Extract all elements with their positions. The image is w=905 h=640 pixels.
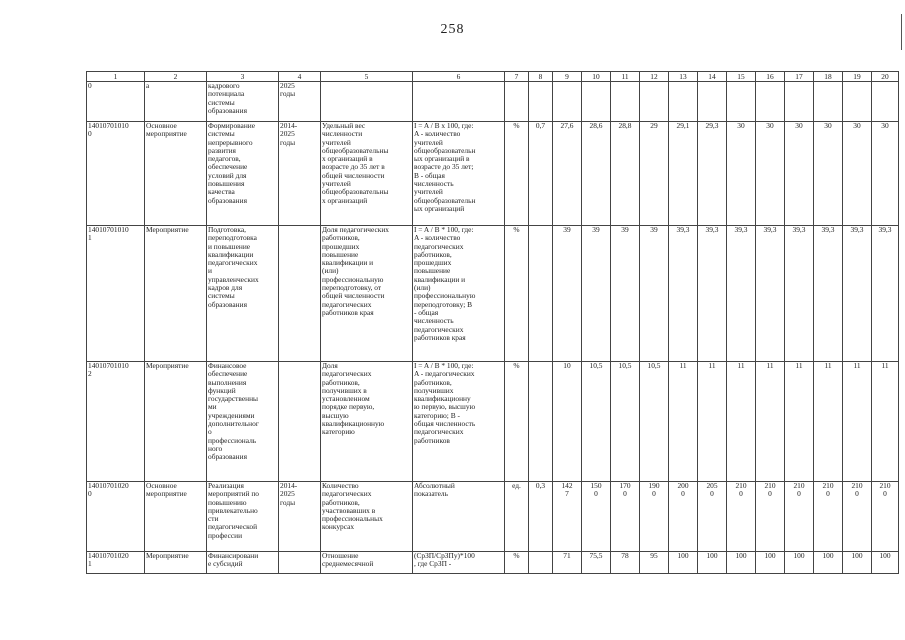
- row-value-cell: 10,5: [582, 362, 611, 482]
- row-code-cell: 0: [87, 82, 145, 122]
- row-value-cell: 39,3: [698, 226, 727, 362]
- row-years-cell: 2025 годы: [279, 82, 321, 122]
- row-value-cell: 29,3: [698, 122, 727, 226]
- row-formula-cell: Абсолютный показатель: [413, 482, 505, 552]
- column-number-header: 8: [529, 72, 553, 82]
- table-row: [87, 482, 899, 552]
- row-value-cell: 39,3: [843, 226, 872, 362]
- row-value-cell: [582, 82, 611, 122]
- row-unit-cell: ед.: [505, 482, 529, 552]
- row-years-cell: [279, 226, 321, 362]
- column-number-header: 1: [87, 72, 145, 82]
- row-value-cell: [553, 82, 582, 122]
- row-value-cell: 11: [814, 362, 843, 482]
- row-type-cell: Основное мероприятие: [145, 482, 207, 552]
- row-indicator-cell: Количество педагогических работников, участвовавших в профессиональных конкурсах: [321, 482, 413, 552]
- row-type-cell: Мероприятие: [145, 552, 207, 574]
- row-value-cell: 39: [611, 226, 640, 362]
- row-value-cell: 30: [872, 122, 899, 226]
- row-value-cell: 210 0: [785, 482, 814, 552]
- row-value-cell: 11: [872, 362, 899, 482]
- row-value-cell: [529, 82, 553, 122]
- row-value-cell: 39,3: [727, 226, 756, 362]
- row-value-cell: [611, 82, 640, 122]
- column-number-header: 15: [727, 72, 756, 82]
- row-name-cell: кадрового потенциала системы образования: [207, 82, 279, 122]
- table-row: [87, 226, 899, 362]
- row-indicator-cell: [321, 82, 413, 122]
- row-name-cell: Реализация мероприятий по повышению привлекательно сти педагогической профессии: [207, 482, 279, 552]
- row-formula-cell: I = A / B х 100, где: A - количество учителей общеобразовательн ых организаций в возрасте до 35 лет; B - общая численность учителей общеобразовательн ых организаций: [413, 122, 505, 226]
- column-number-header: 10: [582, 72, 611, 82]
- row-value-cell: 39,3: [756, 226, 785, 362]
- column-number-header: 2: [145, 72, 207, 82]
- row-value-cell: 30: [814, 122, 843, 226]
- row-formula-cell: [413, 82, 505, 122]
- row-value-cell: [814, 82, 843, 122]
- row-value-cell: 28,8: [611, 122, 640, 226]
- row-value-cell: [785, 82, 814, 122]
- row-value-cell: 28,6: [582, 122, 611, 226]
- column-number-header: 5: [321, 72, 413, 82]
- row-type-cell: Мероприятие: [145, 362, 207, 482]
- row-type-cell: Основное мероприятие: [145, 122, 207, 226]
- row-value-cell: [698, 82, 727, 122]
- row-value-cell: 30: [785, 122, 814, 226]
- row-value-cell: 30: [727, 122, 756, 226]
- table-header-row: [87, 72, 899, 82]
- row-indicator-cell: Доля педагогических работников, получивших в установленном порядке первую, высшую квалификационную категорию: [321, 362, 413, 482]
- row-value-cell: 100: [843, 552, 872, 574]
- row-value-cell: 210 0: [872, 482, 899, 552]
- row-value-cell: [756, 82, 785, 122]
- row-formula-cell: (СрЗП/СрЗПу)*100 , где СрЗП -: [413, 552, 505, 574]
- row-value-cell: [529, 226, 553, 362]
- row-value-cell: 10: [553, 362, 582, 482]
- row-value-cell: 170 0: [611, 482, 640, 552]
- row-value-cell: 39,3: [814, 226, 843, 362]
- row-value-cell: 10,5: [640, 362, 669, 482]
- row-type-cell: Мероприятие: [145, 226, 207, 362]
- row-value-cell: 10,5: [611, 362, 640, 482]
- column-number-header: 17: [785, 72, 814, 82]
- table-row: [87, 122, 899, 226]
- row-unit-cell: %: [505, 122, 529, 226]
- row-value-cell: 11: [698, 362, 727, 482]
- row-value-cell: [640, 82, 669, 122]
- row-unit-cell: %: [505, 226, 529, 362]
- program-indicators-table: [86, 71, 899, 574]
- row-formula-cell: I = A / B * 100, где: A - педагогических работников, получивших квалификационну ю первую, высшую категорию; B - общая численность педагогических работников: [413, 362, 505, 482]
- page-edge-line: [901, 14, 902, 50]
- row-unit-cell: %: [505, 552, 529, 574]
- row-years-cell: [279, 362, 321, 482]
- row-value-cell: 39: [640, 226, 669, 362]
- row-value-cell: 11: [785, 362, 814, 482]
- row-value-cell: 27,6: [553, 122, 582, 226]
- row-value-cell: 210 0: [756, 482, 785, 552]
- row-value-cell: 39,3: [785, 226, 814, 362]
- row-code-cell: 14010701020 1: [87, 552, 145, 574]
- row-value-cell: 210 0: [843, 482, 872, 552]
- row-indicator-cell: Доля педагогических работников, прошедших повышение квалификации и (или) профессиональную переподготовку, от общей численности педагогических работников края: [321, 226, 413, 362]
- row-value-cell: 100: [872, 552, 899, 574]
- row-value-cell: [529, 362, 553, 482]
- row-value-cell: [843, 82, 872, 122]
- row-years-cell: 2014- 2025 годы: [279, 122, 321, 226]
- row-unit-cell: %: [505, 362, 529, 482]
- row-code-cell: 14010701010 0: [87, 122, 145, 226]
- row-indicator-cell: Отношение среднемесячной: [321, 552, 413, 574]
- row-value-cell: 100: [727, 552, 756, 574]
- table-row: [87, 362, 899, 482]
- row-value-cell: 11: [756, 362, 785, 482]
- row-value-cell: 11: [669, 362, 698, 482]
- table-row: [87, 552, 899, 574]
- column-number-header: 19: [843, 72, 872, 82]
- column-number-header: 7: [505, 72, 529, 82]
- row-value-cell: 205 0: [698, 482, 727, 552]
- row-type-cell: а: [145, 82, 207, 122]
- column-number-header: 3: [207, 72, 279, 82]
- row-value-cell: 11: [727, 362, 756, 482]
- table-row: [87, 82, 899, 122]
- row-name-cell: Подготовка, переподготовка и повышение квалификации педагогических и управленческих кадров для системы образования: [207, 226, 279, 362]
- column-number-header: 18: [814, 72, 843, 82]
- row-name-cell: Финансовое обеспечение выполнения функций государственны ми учреждениями дополнительног о профессиональ ного образования: [207, 362, 279, 482]
- row-value-cell: 190 0: [640, 482, 669, 552]
- row-value-cell: 11: [843, 362, 872, 482]
- row-value-cell: 100: [785, 552, 814, 574]
- row-value-cell: 30: [756, 122, 785, 226]
- column-number-header: 13: [669, 72, 698, 82]
- column-number-header: 9: [553, 72, 582, 82]
- row-code-cell: 14010701010 1: [87, 226, 145, 362]
- column-number-header: 16: [756, 72, 785, 82]
- row-value-cell: 210 0: [814, 482, 843, 552]
- row-value-cell: 150 0: [582, 482, 611, 552]
- row-value-cell: 100: [814, 552, 843, 574]
- row-value-cell: 29,1: [669, 122, 698, 226]
- row-value-cell: 100: [698, 552, 727, 574]
- row-value-cell: 71: [553, 552, 582, 574]
- row-value-cell: 100: [669, 552, 698, 574]
- row-value-cell: 210 0: [727, 482, 756, 552]
- row-value-cell: 100: [756, 552, 785, 574]
- row-value-cell: 78: [611, 552, 640, 574]
- row-value-cell: 39,3: [669, 226, 698, 362]
- row-value-cell: 0,7: [529, 122, 553, 226]
- row-years-cell: 2014- 2025 годы: [279, 482, 321, 552]
- row-name-cell: Формирование системы непрерывного развития педагогов, обеспечение условий для повышения качества образования: [207, 122, 279, 226]
- row-name-cell: Финансировани е субсидий: [207, 552, 279, 574]
- row-value-cell: 75,5: [582, 552, 611, 574]
- column-number-header: 11: [611, 72, 640, 82]
- column-number-header: 4: [279, 72, 321, 82]
- row-value-cell: 29: [640, 122, 669, 226]
- column-number-header: 20: [872, 72, 899, 82]
- page-number: 258: [440, 22, 465, 37]
- row-value-cell: 39: [553, 226, 582, 362]
- row-value-cell: 0,3: [529, 482, 553, 552]
- row-years-cell: [279, 552, 321, 574]
- column-number-header: 6: [413, 72, 505, 82]
- row-code-cell: 14010701010 2: [87, 362, 145, 482]
- row-value-cell: [872, 82, 899, 122]
- row-code-cell: 14010701020 0: [87, 482, 145, 552]
- row-value-cell: 200 0: [669, 482, 698, 552]
- row-value-cell: 39,3: [872, 226, 899, 362]
- row-value-cell: 95: [640, 552, 669, 574]
- row-formula-cell: I = A / B * 100, где: A - количество педагогических работников, прошедших повышение квалификации и (или) профессиональную переподготовку; B - общая численность педагогических работников края: [413, 226, 505, 362]
- column-number-header: 12: [640, 72, 669, 82]
- row-unit-cell: [505, 82, 529, 122]
- row-value-cell: [669, 82, 698, 122]
- row-value-cell: 142 7: [553, 482, 582, 552]
- row-value-cell: [727, 82, 756, 122]
- row-value-cell: 39: [582, 226, 611, 362]
- column-number-header: 14: [698, 72, 727, 82]
- row-indicator-cell: Удельный вес численности учителей общеобразовательны х организаций в возрасте до 35 лет в общей численности учителей общеобразовательны х организаций: [321, 122, 413, 226]
- row-value-cell: [529, 552, 553, 574]
- row-value-cell: 30: [843, 122, 872, 226]
